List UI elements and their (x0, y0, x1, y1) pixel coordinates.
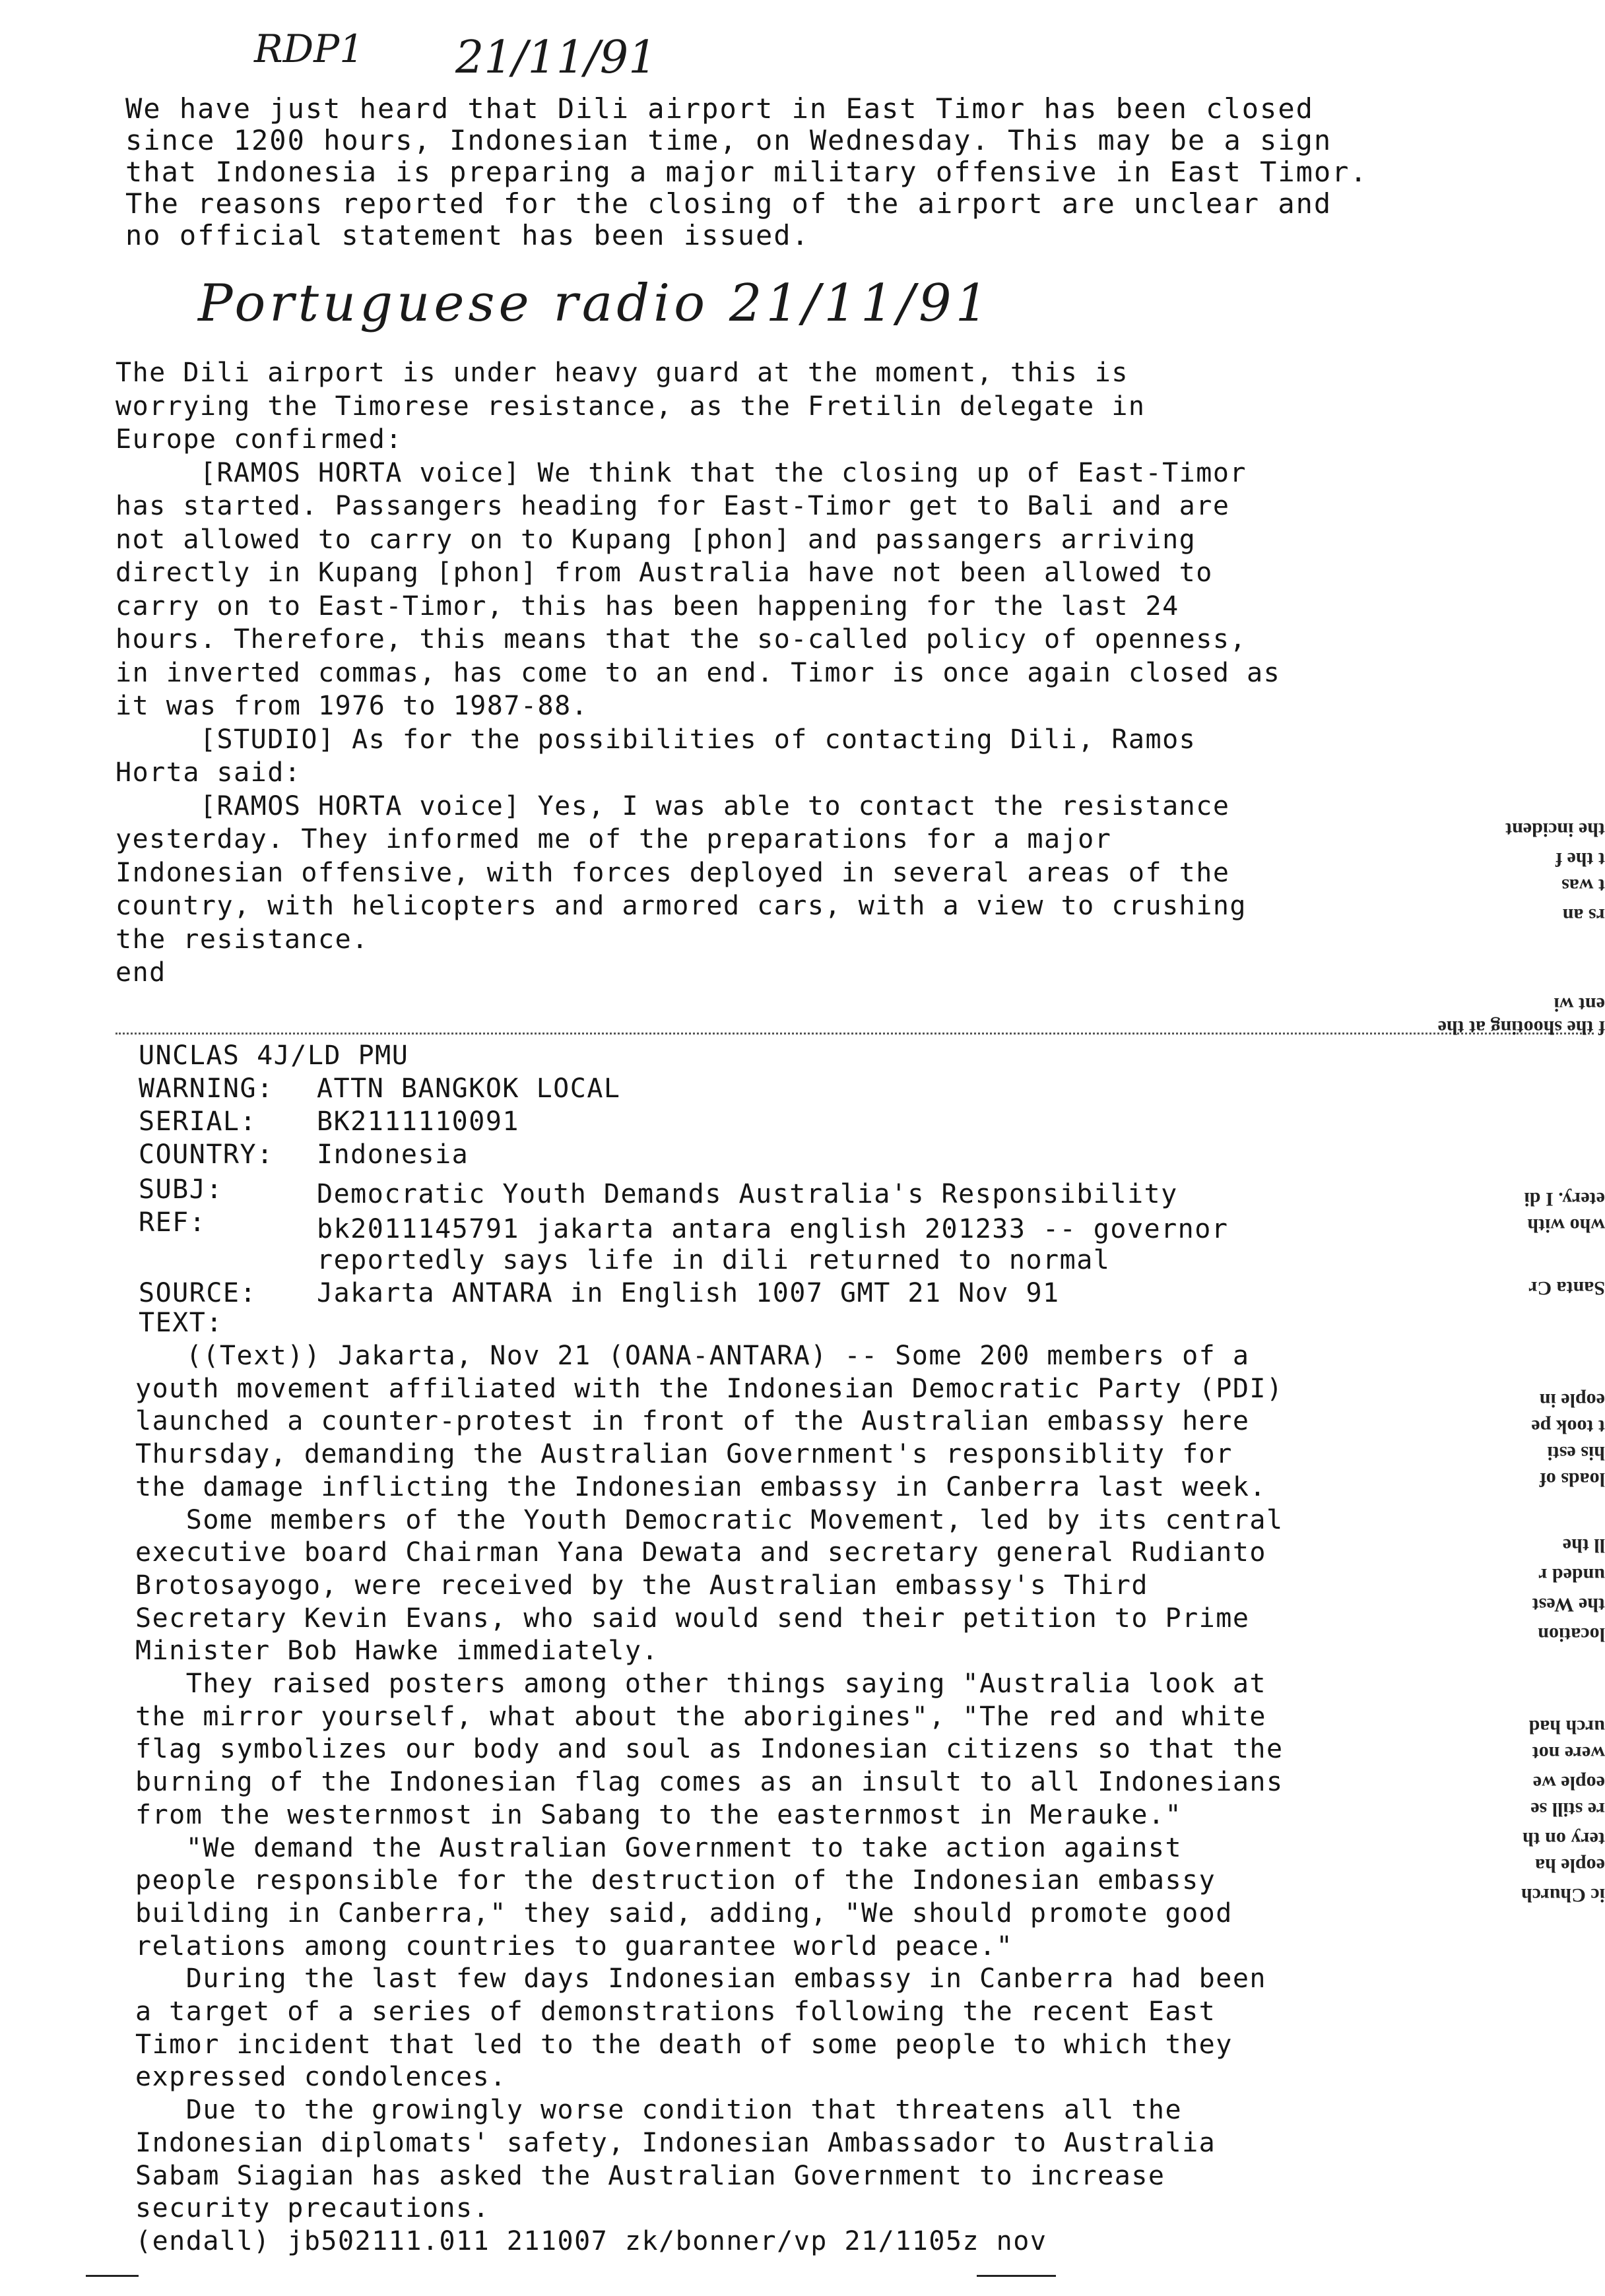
section-divider (115, 1033, 1594, 1035)
item2-line: hours. Therefore, this means that the so-called policy of openness, (115, 624, 1247, 654)
body-line: a target of a series of demonstrations following the recent East (135, 1996, 1216, 2027)
bleed-through-fragment: his esti (1547, 1442, 1605, 1464)
body-line: They raised posters among other things saying "Australia look at (135, 1669, 1266, 1699)
bleed-through-fragment: ic Church (1521, 1884, 1605, 1906)
body-line: ((Text)) Jakarta, Nov 21 (OANA-ANTARA) -- Some 200 members of a (135, 1341, 1250, 1371)
body-line: the damage inflicting the Indonesian embassy in Canberra last week. (135, 1471, 1266, 1502)
body-line: During the last few days Indonesian embassy in Canberra had been (135, 1963, 1266, 1994)
reference-value-line1: bk2011145791 jakarta antara english 201233 -- governor (317, 1214, 1229, 1244)
body-line: burning of the Indonesian flag comes as an insult to all Indonesians (135, 1767, 1284, 1798)
reference-label: REF: (139, 1207, 207, 1238)
item1-line: since 1200 hours, Indonesian time, on Wednesday. This may be a sign (125, 124, 1332, 156)
bleed-through-fragment: rs an (1562, 905, 1605, 926)
warning-label: WARNING: (139, 1073, 274, 1104)
item2-line: country, with helicopters and armored cars, with a view to crushing (115, 891, 1247, 921)
warning-value: ATTN BANGKOK LOCAL (317, 1073, 621, 1104)
body-line: Timor incident that led to the death of some people to which they (135, 2029, 1233, 2060)
item2-line: [STUDIO] As for the possibilities of contacting Dili, Ramos (115, 724, 1196, 755)
source-value: Jakarta ANTARA in English 1007 GMT 21 Nov 91 (317, 1278, 1060, 1308)
item2-line: end (115, 957, 166, 988)
item2-line: [RAMOS HORTA voice] Yes, I was able to contact the resistance (115, 790, 1230, 821)
serial-label: SERIAL: (139, 1106, 257, 1137)
reference-value-line2: reportedly says life in dili returned to normal (317, 1245, 1111, 1275)
body-line: building in Canberra," they said, adding, "We should promote good (135, 1897, 1233, 1929)
bleed-through-fragment: tery on th (1523, 1828, 1605, 1850)
body-line: "We demand the Australian Government to take action against (135, 1832, 1183, 1863)
text-label: TEXT: (139, 1308, 223, 1338)
item2-line: the resistance. (115, 924, 369, 955)
item2-line: Indonesian offensive, with forces deployed in several areas of the (115, 857, 1230, 888)
item1-line: that Indonesia is preparing a major military offensive in East Timor. (125, 156, 1368, 188)
bleed-through-fragment: eople ha (1535, 1855, 1605, 1876)
bleed-through-fragment: the incident (1505, 819, 1605, 841)
handwritten-reference: RDP1 (254, 26, 364, 71)
item2-line: it was from 1976 to 1987-88. (115, 691, 589, 721)
bleed-through-fragment: unded r (1538, 1564, 1605, 1586)
item2-line: carry on to East-Timor, this has been happening for the last 24 (115, 590, 1179, 622)
item2-line: [RAMOS HORTA voice] We think that the closing up of East-Timor (115, 457, 1247, 488)
bleed-through-fragment: ent wi (1554, 994, 1605, 1015)
bleed-through-fragment: t took pe (1531, 1416, 1605, 1438)
serial-value: BK2111110091 (317, 1106, 519, 1137)
item2-line: worrying the Timorese resistance, as the Fretilin delegate in (115, 391, 1146, 422)
body-line: expressed condolences. (135, 2062, 507, 2093)
body-line: launched a counter-protest in front of the Australian embassy here (135, 1406, 1250, 1437)
bleed-through-fragment: location (1538, 1624, 1605, 1645)
bleed-through-fragment: ll the (1562, 1535, 1605, 1556)
item1-line: The reasons reported for the closing of the airport are unclear and (125, 187, 1332, 220)
item2-line: yesterday. They informed me of the preparations for a major (115, 824, 1112, 854)
item1-line: no official statement has been issued. (125, 219, 810, 251)
bleed-through-fragment: Santa Cr (1528, 1277, 1605, 1299)
bleed-through-fragment: were not (1532, 1742, 1605, 1764)
country-label: COUNTRY: (139, 1139, 274, 1170)
item1-line: We have just heard that Dili airport in East Timor has been closed (125, 92, 1314, 125)
item2-line: in inverted commas, has come to an end. Timor is once again closed as (115, 657, 1281, 688)
bleed-through-fragment: who with (1527, 1215, 1605, 1236)
body-line: Indonesian diplomats' safety, Indonesian Ambassador to Australia (135, 2127, 1216, 2158)
body-line: from the westernmost in Sabang to the easternmost in Merauke." (135, 1799, 1183, 1830)
body-line: flag symbolizes our body and soul as Indonesian citizens so that the (135, 1734, 1284, 1765)
subject-value: Democratic Youth Demands Australia's Responsibility (317, 1179, 1178, 1209)
body-line: relations among countries to guarantee world peace." (135, 1930, 1014, 1961)
endall-underline (86, 2275, 139, 2277)
bleed-through-fragment: loads of (1539, 1469, 1605, 1490)
handwritten-source-note: Portuguese radio 21/11/91 (198, 274, 993, 333)
bleed-through-fragment: re still se (1530, 1799, 1605, 1820)
body-line: Thursday, demanding the Australian Government's responsiblity for (135, 1439, 1233, 1470)
body-line: the mirror yourself, what about the aborigines", "The red and white (135, 1701, 1266, 1732)
body-line: Some members of the Youth Democratic Movement, led by its central (135, 1504, 1284, 1535)
body-line: youth movement affiliated with the Indonesian Democratic Party (PDI) (135, 1373, 1284, 1404)
bleed-through-fragment: the West (1532, 1594, 1605, 1616)
body-line: people responsible for the destruction of the Indonesian embassy (135, 1865, 1216, 1896)
endall-underline-right (977, 2275, 1056, 2277)
body-line: Minister Bob Hawke immediately. (135, 1636, 659, 1667)
bleed-through-fragment: t was (1561, 875, 1605, 897)
bleed-through-fragment: f the shooting at the (1437, 1017, 1605, 1038)
source-label: SOURCE: (139, 1278, 257, 1308)
item2-line: has started. Passangers heading for East-Timor get to Bali and are (115, 491, 1230, 521)
bleed-through-fragment: eople we (1532, 1772, 1605, 1794)
bleed-through-fragment: t the f (1556, 848, 1605, 870)
body-line: Due to the growingly worse condition that threatens all the (135, 2095, 1183, 2126)
item2-line: not allowed to carry on to Kupang [phon] and passangers arriving (115, 524, 1196, 555)
body-line: (endall) jb502111.011 211007 zk/bonner/vp 21/1105z nov (135, 2225, 1047, 2256)
bleed-through-fragment: urch had (1528, 1716, 1605, 1738)
body-line: Secretary Kevin Evans, who said would send their petition to Prime (135, 1603, 1250, 1634)
handwritten-date: 21/11/91 (455, 32, 657, 84)
body-line: Brotosayogo, were received by the Australian embassy's Third (135, 1570, 1148, 1601)
body-line: security precautions. (135, 2193, 490, 2224)
cable-header-line: UNCLAS 4J/LD PMU (139, 1040, 409, 1071)
bleed-through-fragment: etery. I di (1524, 1188, 1605, 1210)
body-line: executive board Chairman Yana Dewata and secretary general Rudianto (135, 1537, 1266, 1568)
item2-line: directly in Kupang [phon] from Australia have not been allowed to (115, 558, 1213, 588)
item2-line: Europe confirmed: (115, 424, 403, 455)
subject-label: SUBJ: (139, 1174, 223, 1205)
body-line: Sabam Siagian has asked the Australian Government to increase (135, 2160, 1165, 2191)
bleed-through-fragment: eople in (1539, 1389, 1605, 1411)
country-value: Indonesia (317, 1139, 469, 1170)
item2-line: Horta said: (115, 757, 302, 788)
item2-line: The Dili airport is under heavy guard at the moment, this is (115, 358, 1129, 388)
